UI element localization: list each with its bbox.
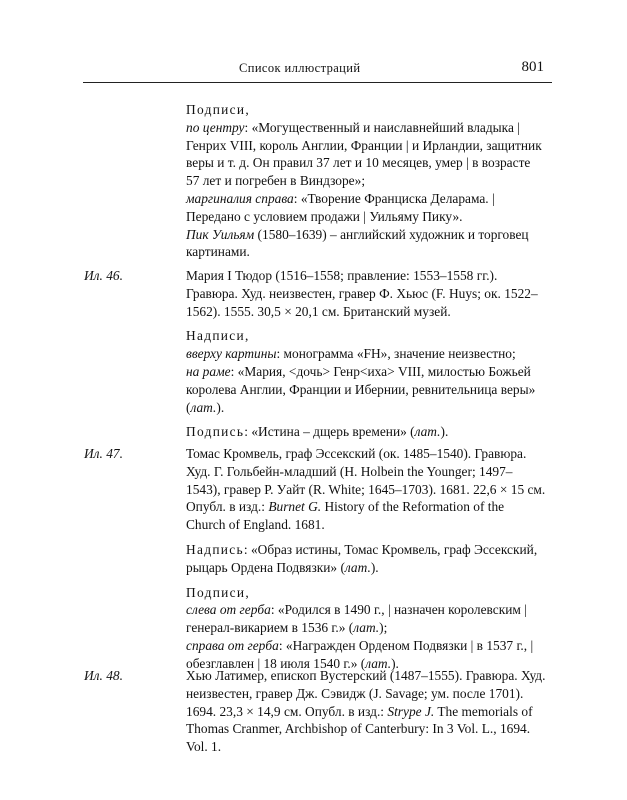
- inscription-lang: лат.: [344, 559, 371, 575]
- entry-47: [186, 445, 546, 673]
- margin-text: : «Творение Франциска Деларама. | Передано с условием продажи | Уильяму Пику».: [186, 190, 495, 224]
- entry-46-label: Ил. 46.: [84, 268, 123, 283]
- caption-close: ).: [440, 424, 449, 440]
- desc-author: Burnet G.: [268, 499, 322, 515]
- left-lang: лат.: [353, 620, 380, 636]
- right-label: справа от герба: [186, 637, 279, 653]
- entry-48-label: Ил. 48.: [84, 668, 123, 683]
- running-header: [83, 58, 552, 83]
- entry-46: [186, 267, 546, 441]
- top-text: : монограмма «FH», значение неизвестно;: [276, 346, 516, 362]
- entry-46-caption: [186, 423, 546, 441]
- entry-47-label: Ил. 47.: [84, 446, 123, 461]
- inscription-text: : «Образ истины, Томас Кромвель, граф Эссекский, рыцарь Ордена Подвязки» (: [186, 541, 538, 575]
- center-text: : «Могущественный и наиславнейший владыка | Генрих VIII, король Англии, Франции | и Ирландии, защитник веры и т. д. Он правил 37 лет и 10 месяцев, умер | в возрасте 57 лет и погребен в Виндзоре»;: [186, 119, 542, 189]
- pik-note: [186, 226, 546, 262]
- entry-46-frame-inscription: [186, 363, 546, 416]
- desc-part-2: The memorials of Thomas Cranmer, Archbishop of Canterbury: In 3 Vol. L., 1694. Vol. 1.: [186, 703, 533, 755]
- frame-label: на раме: [186, 363, 231, 379]
- entry-47-left-inscription: [186, 601, 546, 637]
- inscription-heading: Надпись: [186, 541, 244, 557]
- caption-heading: Подпись: [186, 424, 245, 440]
- frame-lang: лат.: [190, 399, 217, 415]
- center-label: по центру: [186, 119, 245, 135]
- entry-46-description: Мария I Тюдор (1516–1558; правление: 1553–1558 гг.). Гравюра. Худ. неизвестен, гравер Ф. Хьюс (F. Huys; ок. 1522–1562). 1555. 30,5 × 20,1 см. Британский музей.: [186, 268, 538, 319]
- pik-name: Пик Уильям: [186, 226, 255, 242]
- margin-inscription: [186, 190, 546, 226]
- caption-lang: лат.: [414, 424, 441, 440]
- entry-45-continuation: [186, 101, 546, 261]
- desc-part-2: History of the Reformation of the Church of England. 1681.: [186, 499, 505, 533]
- header-title: Список иллюстраций: [239, 61, 361, 75]
- page-number: 801: [521, 59, 544, 75]
- frame-close: ).: [216, 399, 225, 415]
- top-label: вверху картины: [186, 346, 277, 362]
- entry-47-inscription: [186, 541, 546, 577]
- desc-part-1: Томас Кромвель, граф Эссекский (ок. 1485–1540). Гравюра. Худ. Г. Гольбейн-младший (H. Holbein the Younger; 1497–1543), гравер Р. Уайт (R. White; 1645–1703). 1681. 22,6 × 15 см. Опубл. в изд.:: [186, 446, 546, 515]
- entry-47-inscriptions-heading: Подписи,: [186, 584, 250, 600]
- entry-47-description: [186, 445, 546, 534]
- left-close: );: [379, 620, 388, 636]
- left-label: слева от герба: [186, 602, 271, 618]
- margin-label: маргиналия справа: [186, 190, 294, 206]
- entry-46-inscriptions-heading: Надписи,: [186, 328, 250, 344]
- left-text: : «Родился в 1490 г., | назначен королевским | генерал-викарием в 1536 г.» (: [186, 602, 527, 636]
- inscriptions-heading: Подписи,: [186, 102, 250, 117]
- frame-text: : «Мария, <дочь> Генр<иха> VIII, милостью Божьей королева Англии, Франции и Ибернии, ревнительница веры» (: [186, 363, 536, 415]
- caption-text: : «Истина – дщерь времени» (: [244, 424, 415, 440]
- entry-46-top-inscription: [186, 345, 546, 363]
- desc-author: Strype J.: [387, 703, 435, 719]
- entry-48: [186, 667, 546, 756]
- right-text: : «Награжден Орденом Подвязки | в 1537 г., | обезглавлен | 18 июля 1540 г.» (: [186, 637, 534, 671]
- right-lang: лат.: [365, 655, 392, 671]
- pik-text: (1580–1639) – английский художник и торговец картинами.: [186, 226, 529, 260]
- center-inscription: [186, 119, 546, 190]
- entry-48-description: [186, 667, 546, 756]
- inscription-close: ).: [370, 559, 379, 575]
- right-close: ).: [391, 655, 399, 671]
- desc-part-1: Хью Латимер, епископ Вустерский (1487–1555). Гравюра. Худ. неизвестен, гравер Дж. Сэвидж (J. Savage; ум. после 1701). 1694. 23,3 × 14,9 см. Опубл. в изд.:: [186, 668, 546, 719]
